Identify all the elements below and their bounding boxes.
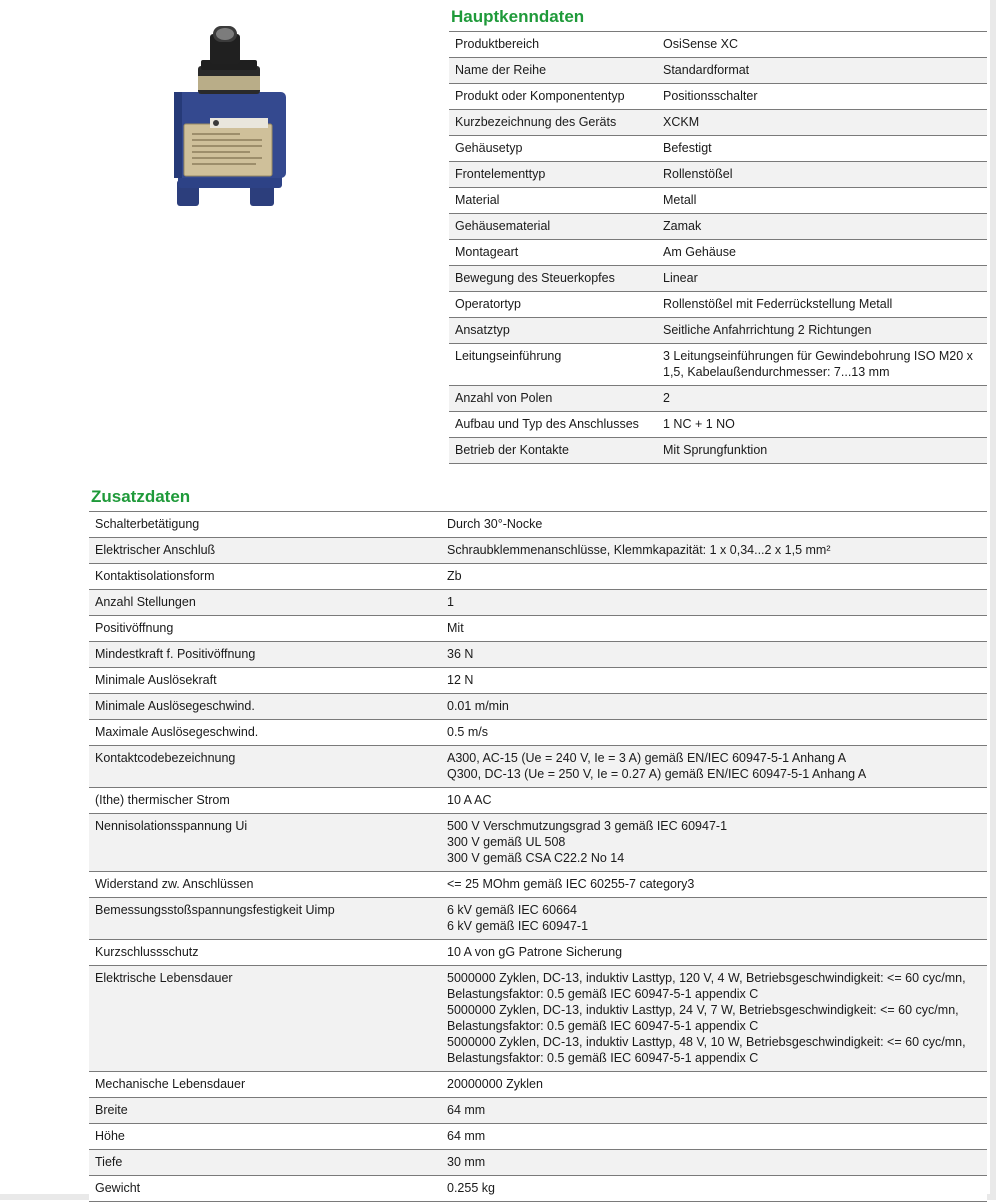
row-value: Zamak xyxy=(661,214,987,240)
row-label: Bewegung des Steuerkopfes xyxy=(449,266,661,292)
row-value: Am Gehäuse xyxy=(661,240,987,266)
row-label: Produkt oder Komponententyp xyxy=(449,84,661,110)
row-label: Nennisolationsspannung Ui xyxy=(89,814,445,872)
row-label: Mindestkraft f. Positivöffnung xyxy=(89,642,445,668)
row-label: Kurzbezeichnung des Geräts xyxy=(449,110,661,136)
row-label: Höhe xyxy=(89,1124,445,1150)
table-row xyxy=(89,940,987,966)
table-row xyxy=(89,642,987,668)
table-row xyxy=(89,564,987,590)
row-label: Kontaktcodebezeichnung xyxy=(89,746,445,788)
row-label: (Ithe) thermischer Strom xyxy=(89,788,445,814)
row-label: Widerstand zw. Anschlüssen xyxy=(89,872,445,898)
row-value: Linear xyxy=(661,266,987,292)
row-value: 20000000 Zyklen xyxy=(445,1072,987,1098)
product-image xyxy=(170,22,290,210)
table-row xyxy=(449,266,987,292)
row-label: Minimale Auslösekraft xyxy=(89,668,445,694)
table-row xyxy=(449,110,987,136)
row-value: 6 kV gemäß IEC 60664 6 kV gemäß IEC 60947-1 xyxy=(445,898,987,940)
row-value: 5000000 Zyklen, DC-13, induktiv Lasttyp, 120 V, 4 W, Betriebsgeschwindigkeit: <= 60 cyc/mn, Belastungsfaktor: 0.5 gemäß IEC 60947-5-1 appendix C 5000000 Zyklen, DC-13, induktiv Lasttyp, 24 V, 7 W, Betriebsgeschwindigkeit: <= 60 cyc/mn, Belastungsfaktor: 0.5 gemäß IEC 60947-5-1 appendix C 5000000 Zyklen, DC-13, induktiv Lasttyp, 48 V, 10 W, Betriebsgeschwindigkeit: <= 60 cyc/mn, Belastungsfaktor: 0.5 gemäß IEC 60947-5-1 appendix C xyxy=(445,966,987,1072)
table-row xyxy=(89,1124,987,1150)
row-label: Kurzschlussschutz xyxy=(89,940,445,966)
table-row xyxy=(449,240,987,266)
row-label: Material xyxy=(449,188,661,214)
row-value: 36 N xyxy=(445,642,987,668)
row-value: Metall xyxy=(661,188,987,214)
row-value: Rollenstößel mit Federrückstellung Metall xyxy=(661,292,987,318)
table-row xyxy=(449,386,987,412)
table-row xyxy=(89,538,987,564)
row-label: Anzahl von Polen xyxy=(449,386,661,412)
row-label: Leitungseinführung xyxy=(449,344,661,386)
row-label: Montageart xyxy=(449,240,661,266)
row-value: Mit xyxy=(445,616,987,642)
table-row xyxy=(449,412,987,438)
table-row xyxy=(89,746,987,788)
table-row xyxy=(449,344,987,386)
row-label: Elektrischer Anschluß xyxy=(89,538,445,564)
additional-data-table xyxy=(89,511,987,1202)
row-value: 10 A AC xyxy=(445,788,987,814)
table-row xyxy=(89,512,987,538)
row-value: 12 N xyxy=(445,668,987,694)
row-value: 500 V Verschmutzungsgrad 3 gemäß IEC 60947-1 300 V gemäß UL 508 300 V gemäß CSA C22.2 No 14 xyxy=(445,814,987,872)
table-row xyxy=(89,616,987,642)
row-label: Ansatztyp xyxy=(449,318,661,344)
row-label: Kontaktisolationsform xyxy=(89,564,445,590)
table-row xyxy=(89,1176,987,1202)
table-row xyxy=(449,188,987,214)
table-row xyxy=(89,872,987,898)
row-value: 1 NC + 1 NO xyxy=(661,412,987,438)
row-label: Positivöffnung xyxy=(89,616,445,642)
row-label: Breite xyxy=(89,1098,445,1124)
row-value: 64 mm xyxy=(445,1124,987,1150)
table-row xyxy=(89,1098,987,1124)
row-value: 1 xyxy=(445,590,987,616)
row-label: Tiefe xyxy=(89,1150,445,1176)
row-label: Anzahl Stellungen xyxy=(89,590,445,616)
row-value: XCKM xyxy=(661,110,987,136)
table-row xyxy=(89,1150,987,1176)
table-row xyxy=(449,84,987,110)
table-row xyxy=(449,162,987,188)
row-value: 0.01 m/min xyxy=(445,694,987,720)
row-label: Bemessungsstoßspannungsfestigkeit Uimp xyxy=(89,898,445,940)
main-data-table xyxy=(449,31,987,464)
row-value: 3 Leitungseinführungen für Gewindebohrung ISO M20 x 1,5, Kabelaußendurchmesser: 7...13 mm xyxy=(661,344,987,386)
table-row xyxy=(449,214,987,240)
row-label: Gehäusematerial xyxy=(449,214,661,240)
row-value: 0.255 kg xyxy=(445,1176,987,1202)
row-label: Operatortyp xyxy=(449,292,661,318)
row-value: <= 25 MOhm gemäß IEC 60255-7 category3 xyxy=(445,872,987,898)
row-value: OsiSense XC xyxy=(661,32,987,58)
row-label: Name der Reihe xyxy=(449,58,661,84)
window-frame-right xyxy=(990,0,996,1200)
row-value: A300, AC-15 (Ue = 240 V, Ie = 3 A) gemäß EN/IEC 60947-5-1 Anhang A Q300, DC-13 (Ue = 250 V, Ie = 0.27 A) gemäß EN/IEC 60947-5-1 Anhang A xyxy=(445,746,987,788)
additional-data-heading: Zusatzdaten xyxy=(91,487,191,506)
row-value: Positionsschalter xyxy=(661,84,987,110)
table-row xyxy=(89,590,987,616)
row-label: Minimale Auslösegeschwind. xyxy=(89,694,445,720)
table-row xyxy=(89,814,987,872)
table-row xyxy=(89,1072,987,1098)
row-value: Seitliche Anfahrrichtung 2 Richtungen xyxy=(661,318,987,344)
row-label: Elektrische Lebensdauer xyxy=(89,966,445,1072)
row-value: Rollenstößel xyxy=(661,162,987,188)
table-row xyxy=(89,720,987,746)
table-row xyxy=(89,898,987,940)
row-label: Produktbereich xyxy=(449,32,661,58)
table-row xyxy=(89,788,987,814)
row-value: Befestigt xyxy=(661,136,987,162)
table-row xyxy=(449,438,987,464)
table-row xyxy=(89,694,987,720)
row-value: 64 mm xyxy=(445,1098,987,1124)
row-value: Durch 30°-Nocke xyxy=(445,512,987,538)
table-row xyxy=(89,966,987,1072)
row-value: Mit Sprungfunktion xyxy=(661,438,987,464)
row-value: 0.5 m/s xyxy=(445,720,987,746)
row-value: 30 mm xyxy=(445,1150,987,1176)
table-row xyxy=(449,292,987,318)
row-label: Mechanische Lebensdauer xyxy=(89,1072,445,1098)
row-label: Maximale Auslösegeschwind. xyxy=(89,720,445,746)
row-value: 10 A von gG Patrone Sicherung xyxy=(445,940,987,966)
table-row xyxy=(449,32,987,58)
row-label: Aufbau und Typ des Anschlusses xyxy=(449,412,661,438)
table-row xyxy=(89,668,987,694)
table-row xyxy=(449,136,987,162)
main-data-heading: Hauptkenndaten xyxy=(451,7,585,26)
row-value: 2 xyxy=(661,386,987,412)
row-value: Zb xyxy=(445,564,987,590)
row-value: Standardformat xyxy=(661,58,987,84)
row-label: Betrieb der Kontakte xyxy=(449,438,661,464)
row-label: Frontelementtyp xyxy=(449,162,661,188)
table-row xyxy=(449,58,987,84)
row-label: Gehäusetyp xyxy=(449,136,661,162)
table-row xyxy=(449,318,987,344)
row-value: Schraubklemmenanschlüsse, Klemmkapazität: 1 x 0,34...2 x 1,5 mm² xyxy=(445,538,987,564)
row-label: Gewicht xyxy=(89,1176,445,1202)
row-label: Schalterbetätigung xyxy=(89,512,445,538)
